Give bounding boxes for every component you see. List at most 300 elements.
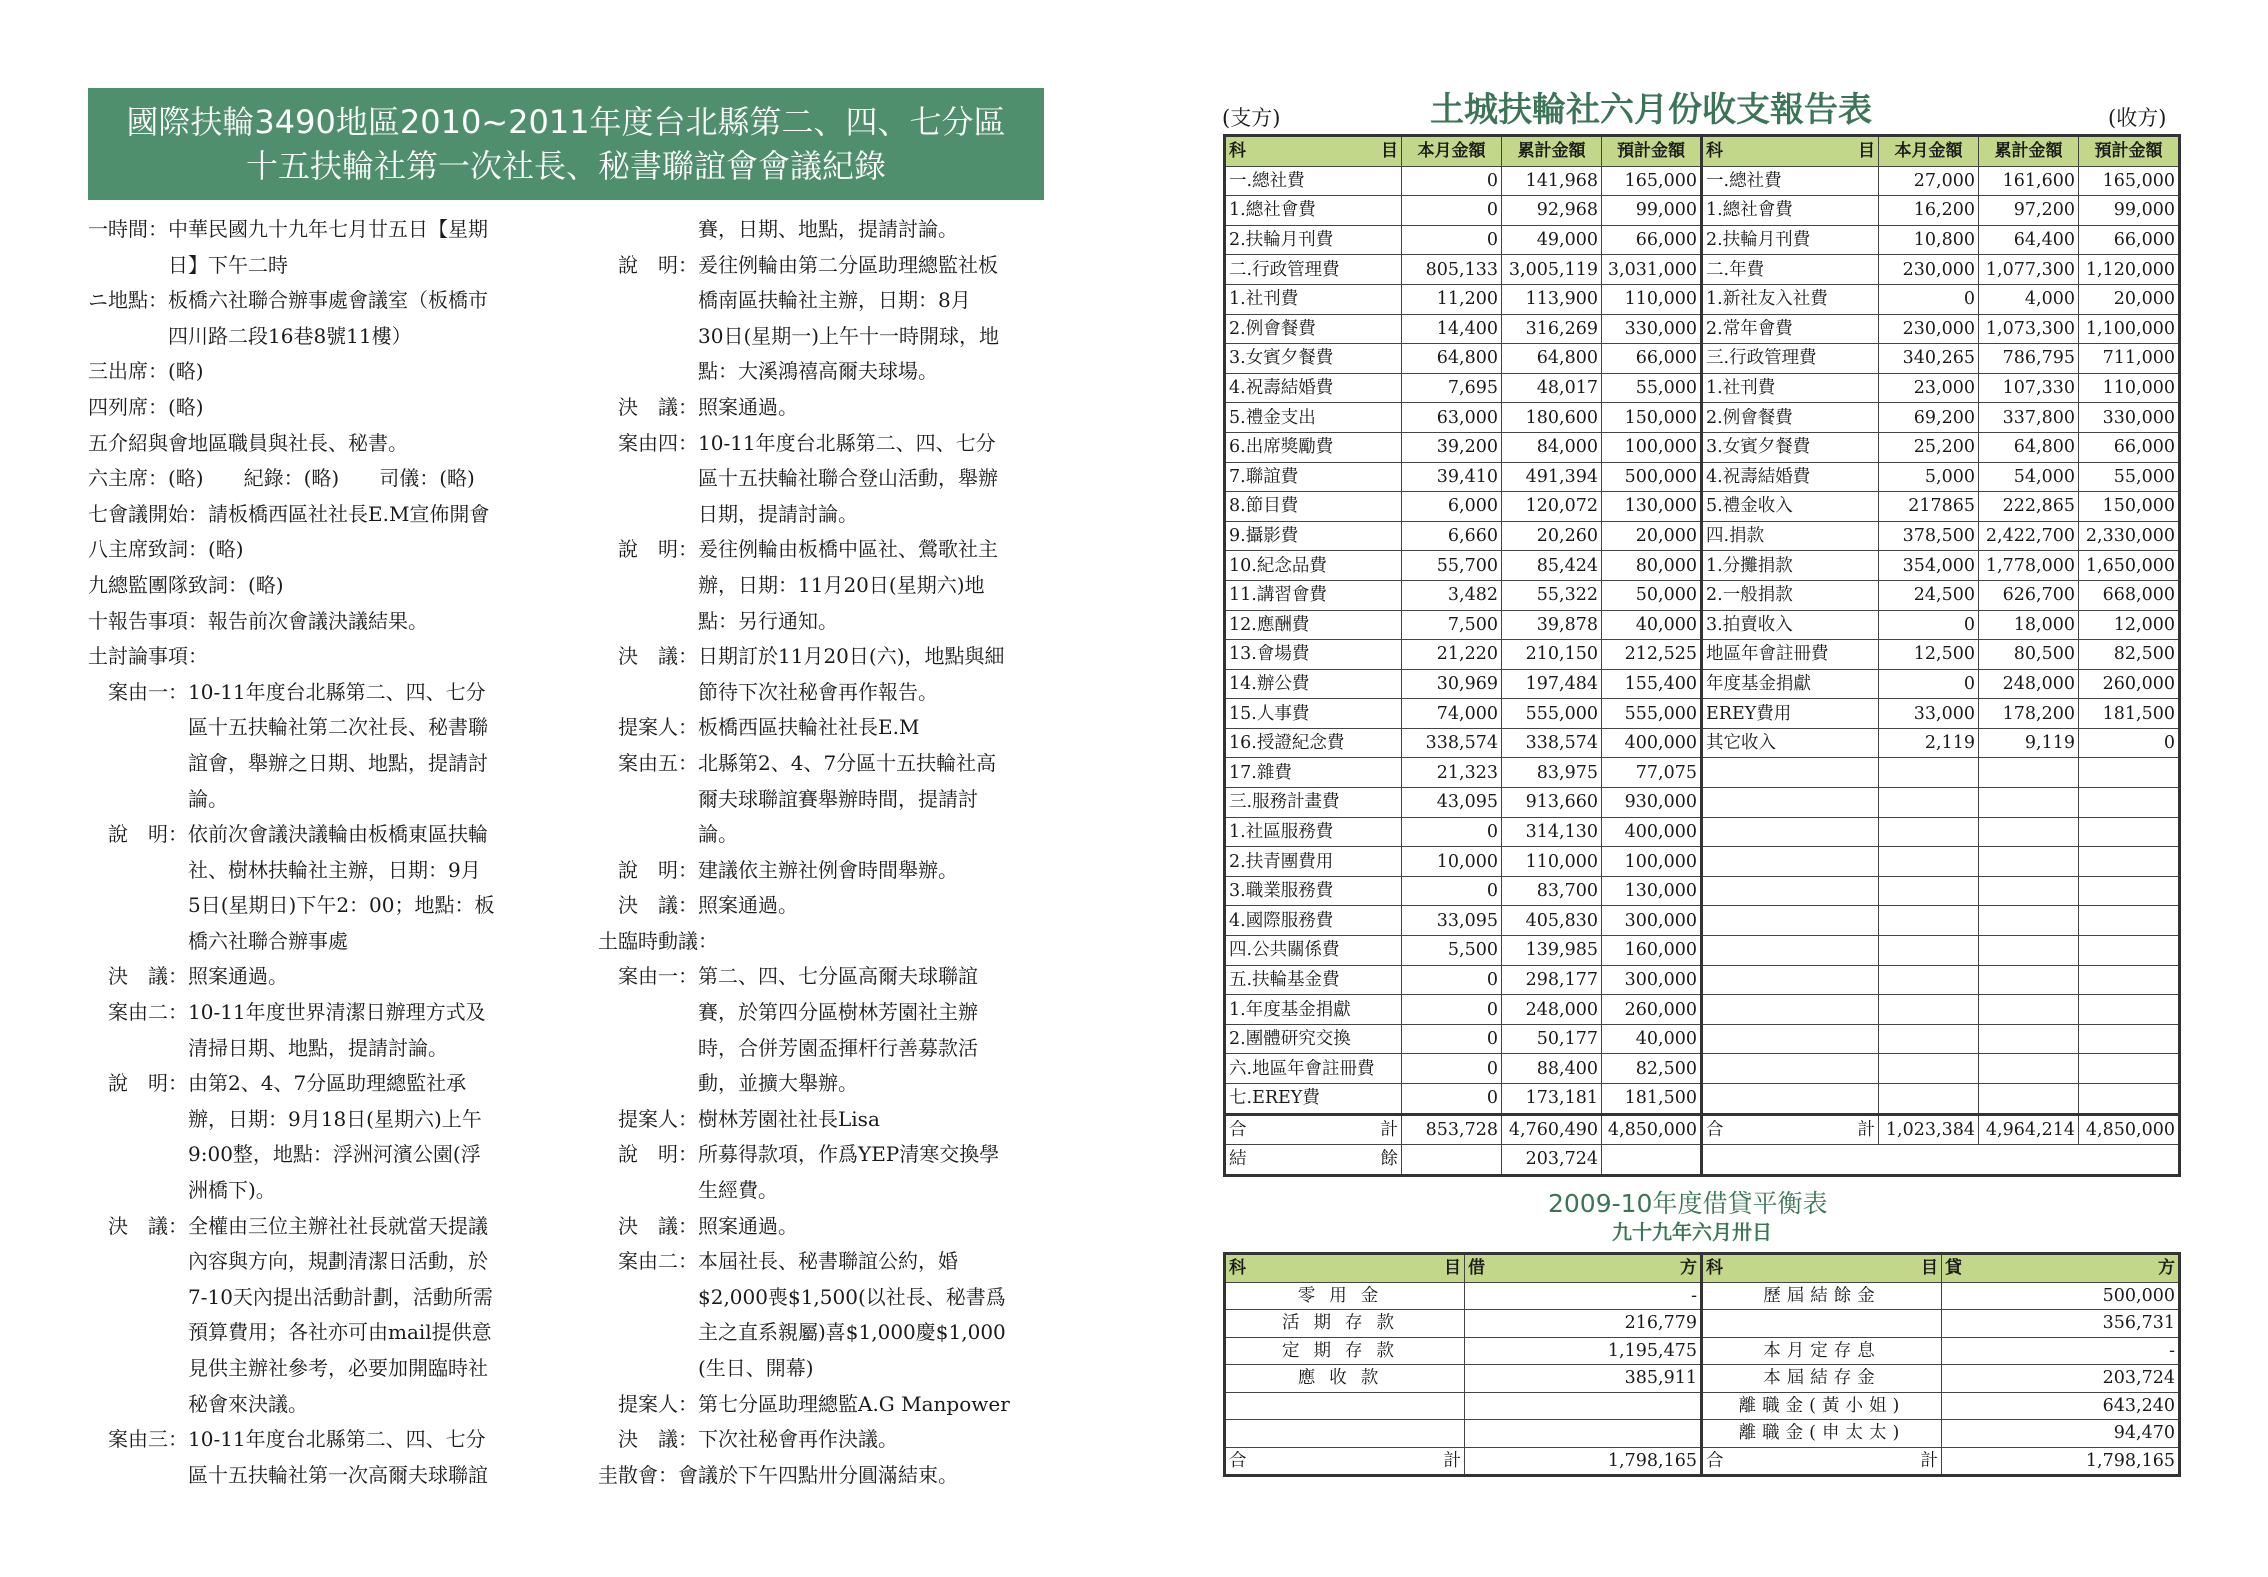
income-amount-cell: [1879, 906, 1979, 936]
minutes-item-label: [598, 212, 698, 248]
income-month-header: 本月金額: [1879, 136, 1979, 167]
balance-amount-cell: 203,724: [1942, 1365, 2180, 1393]
minutes-item-text: [698, 853, 1053, 889]
minutes-item: [598, 1422, 1053, 1458]
balance-header-b: 目: [1444, 1258, 1461, 1279]
minutes-item-text: [168, 283, 558, 354]
minutes-item-label: 案由五：: [598, 750, 698, 775]
income-item-cell: 地區年會註冊費: [1702, 640, 1879, 670]
minutes-item-text: [698, 1387, 1053, 1423]
income-amount-cell: 66,000: [2079, 432, 2180, 462]
table-row: [1225, 403, 2180, 433]
minutes-text-line: 爰往例輪由第二分區助理總監社板: [698, 252, 998, 277]
expense-amount-cell: 21,220: [1402, 640, 1502, 670]
minutes-text-line: (略): [168, 394, 204, 419]
income-amount-cell: 2,330,000: [2079, 521, 2180, 551]
minutes-text-line: 日】下午二時: [168, 252, 288, 277]
expense-amount-cell: 100,000: [1602, 847, 1702, 877]
minutes-item: [598, 390, 1053, 426]
minutes-text-line: 10-11年度世界清潔日辦理方式及: [188, 1000, 486, 1025]
income-amount-cell: 181,500: [2079, 699, 2180, 729]
expense-item-cell: 二.行政管理費: [1225, 255, 1402, 285]
minutes-item-text: [168, 212, 558, 283]
minutes-text-line: 10-11年度台北縣第二、四、七分: [188, 1427, 486, 1452]
expense-item-cell: 3.女賓夕餐費: [1225, 344, 1402, 374]
report-title: 土城扶輪社六月份收支報告表: [1430, 90, 1872, 130]
income-item-cell: 1.新社友入社費: [1702, 284, 1879, 314]
minutes-text-line: 全權由三位主辦社社長就當天提議: [188, 1213, 488, 1238]
minutes-title-line2: 十五扶輪社第一次社長、秘書聯誼會會議紀錄: [245, 147, 886, 185]
report-header-row: [1225, 136, 2180, 167]
expense-amount-cell: 11,200: [1402, 284, 1502, 314]
minutes-item-label: 圭散會：: [598, 1462, 678, 1487]
balance-title: 2009-10年度借貸平衡表: [1548, 1189, 1828, 1218]
expense-item-cell: 六.地區年會註冊費: [1225, 1054, 1402, 1084]
table-row: [1225, 1024, 2180, 1054]
table-row: [1225, 551, 2180, 581]
minutes-item-text: [698, 1244, 1053, 1386]
income-amount-cell: 20,000: [2079, 284, 2180, 314]
expense-amount-cell: 805,133: [1402, 255, 1502, 285]
minutes-item-label: 九總監團隊致詞：: [88, 572, 248, 597]
income-amount-cell: 12,500: [1879, 640, 1979, 670]
expense-amount-cell: 6,660: [1402, 521, 1502, 551]
income-amount-cell: [2079, 1024, 2180, 1054]
income-amount-cell: 99,000: [2079, 196, 2180, 226]
minutes-text-line: 辦，日期：11月20日(星期六)地: [698, 572, 985, 597]
income-amount-cell: [1979, 936, 2079, 966]
income-item-cell: 1.社刊費: [1702, 373, 1879, 403]
surplus-blank: [1702, 1145, 2180, 1176]
income-amount-cell: 0: [1879, 669, 1979, 699]
expense-item-cell: 17.雜費: [1225, 758, 1402, 788]
table-row: [1225, 255, 2180, 285]
income-amount-cell: [1879, 788, 1979, 818]
minutes-text-line: 動，並擴大舉辦。: [698, 1071, 858, 1096]
minutes-item-label: 案由二：: [88, 1000, 188, 1025]
expense-amount-cell: 30,969: [1402, 669, 1502, 699]
expense-item-cell: 4.祝壽結婚費: [1225, 373, 1402, 403]
income-item-cell: 2.常年會費: [1702, 314, 1879, 344]
table-row: [1225, 817, 2180, 847]
income-amount-cell: [1979, 965, 2079, 995]
expense-item-cell: 1.年度基金捐獻: [1225, 995, 1402, 1025]
minutes-item-text: [698, 390, 1053, 426]
income-amount-cell: [2079, 788, 2180, 818]
table-row: [1225, 1084, 2180, 1115]
table-row: [1225, 1365, 2180, 1393]
minutes-text-line: 10-11年度台北縣第二、四、七分: [698, 430, 996, 455]
minutes-item: [598, 710, 1053, 746]
income-amount-cell: 2,119: [1879, 728, 1979, 758]
minutes-item-label: 一時間：: [88, 217, 168, 241]
income-amount-cell: 66,000: [2079, 225, 2180, 255]
minutes-item-text: [698, 1137, 1053, 1208]
expense-amount-cell: 48,017: [1502, 373, 1602, 403]
income-item-cell: [1702, 847, 1879, 877]
total-amount: 4,850,000: [1602, 1114, 1702, 1145]
income-amount-cell: 9,119: [1979, 728, 2079, 758]
minutes-item: [598, 426, 1053, 533]
minutes-item-label: 案由二：: [598, 1249, 698, 1274]
income-amount-cell: 55,000: [2079, 462, 2180, 492]
expense-amount-cell: 84,000: [1502, 432, 1602, 462]
balance-amount-cell: [1465, 1420, 1702, 1448]
minutes-item-text: [188, 675, 558, 817]
income-item-cell: EREY費用: [1702, 699, 1879, 729]
expense-amount-cell: 55,700: [1402, 551, 1502, 581]
expense-amount-cell: 33,095: [1402, 906, 1502, 936]
expense-amount-cell: 338,574: [1502, 728, 1602, 758]
minutes-title: [88, 88, 1044, 200]
balance-header-a: 借: [1468, 1258, 1485, 1279]
income-amount-cell: [2079, 876, 2180, 906]
minutes-item: [598, 1244, 1053, 1386]
table-row: [1225, 344, 2180, 374]
minutes-text-line: 節待下次社秘會再作報告。: [698, 679, 938, 704]
minutes-item: [88, 639, 558, 675]
minutes-text-line: 橋南區扶輪社主辦，日期：8月: [698, 288, 971, 313]
subject-header-b: 目: [1381, 141, 1398, 162]
minutes-item-label: 提案人：: [598, 1391, 698, 1416]
income-amount-cell: 69,200: [1879, 403, 1979, 433]
income-amount-cell: 18,000: [1979, 610, 2079, 640]
income-amount-cell: 64,800: [1979, 432, 2079, 462]
expense-item-cell: 五.扶輪基金費: [1225, 965, 1402, 995]
income-amount-cell: 178,200: [1979, 699, 2079, 729]
table-row: [1225, 314, 2180, 344]
expense-amount-cell: 66,000: [1602, 344, 1702, 374]
income-amount-cell: [1879, 876, 1979, 906]
expense-item-cell: 13.會場費: [1225, 640, 1402, 670]
minutes-item-text: [188, 1066, 558, 1208]
minutes-item-label: 決 議：: [598, 1427, 698, 1452]
minutes-item: [88, 1066, 558, 1208]
minutes-text-line: 板橋六社聯合辦事處會議室（板橋市: [168, 288, 488, 313]
minutes-text-line: 本屆社長、秘書聯誼公約，婚: [698, 1249, 958, 1274]
income-amount-cell: [1879, 965, 1979, 995]
minutes-item: [88, 1422, 558, 1493]
minutes-item-label: 案由一：: [88, 679, 188, 704]
minutes-text-line: 預算費用；各社亦可由mail提供意: [188, 1320, 492, 1345]
expense-amount-cell: 491,394: [1502, 462, 1602, 492]
minutes-text-line: 賽，於第四分區樹林芳園社主辦: [698, 1000, 978, 1025]
minutes-item-label: 提案人：: [598, 715, 698, 740]
income-amount-cell: 626,700: [1979, 580, 2079, 610]
minutes-text-line: 區十五扶輪社聯合登山活動，舉辦: [698, 466, 998, 491]
minutes-item: [88, 354, 558, 390]
table-row: [1225, 1420, 2180, 1448]
table-row: [1225, 284, 2180, 314]
minutes-item-label: 決 議：: [88, 964, 188, 989]
minutes-text-line: 時，合併芳園盃揮杆行善募款活: [698, 1035, 978, 1060]
minutes-text-line: 第七分區助理總監A.G Manpower: [698, 1391, 1010, 1416]
table-row: [1225, 521, 2180, 551]
expense-amount-cell: 50,177: [1502, 1024, 1602, 1054]
balance-total-a: 合: [1229, 1450, 1247, 1471]
expense-side-label: (支方): [1222, 106, 1281, 130]
minutes-text-line: $2,000喪$1,500(以社長、秘書爲: [698, 1284, 1006, 1309]
income-amount-cell: 337,800: [1979, 403, 2079, 433]
surplus-label: [1225, 1145, 1402, 1176]
subject-header-wrap: [1706, 138, 1875, 164]
income-amount-cell: 10,800: [1879, 225, 1979, 255]
table-row: [1225, 995, 2180, 1025]
balance-header-cell: [1702, 1254, 1942, 1283]
minutes-item: [88, 568, 558, 604]
income-amount-cell: 260,000: [2079, 669, 2180, 699]
expense-amount-cell: 83,700: [1502, 876, 1602, 906]
minutes-item-text: [168, 354, 558, 390]
minutes-item: [598, 248, 1053, 390]
minutes-item-label: 八主席致詞：: [88, 537, 208, 562]
subject-header-wrap: [1229, 138, 1398, 164]
minutes-column-2: [598, 212, 1053, 1493]
income-amount-cell: 16,200: [1879, 196, 1979, 226]
minutes-item-text: [248, 568, 558, 604]
income-amount-cell: [2079, 906, 2180, 936]
expense-amount-cell: 49,000: [1502, 225, 1602, 255]
balance-header-b: 方: [1680, 1258, 1697, 1279]
minutes-item-text: [698, 639, 1053, 710]
income-amount-cell: [1979, 817, 2079, 847]
minutes-item-text: [698, 888, 1053, 924]
expense-amount-cell: 338,574: [1402, 728, 1502, 758]
minutes-item-text: [698, 1422, 1053, 1458]
income-amount-cell: [2079, 817, 2180, 847]
expense-amount-cell: 110,000: [1502, 847, 1602, 877]
income-amount-cell: 248,000: [1979, 669, 2079, 699]
minutes-text-line: 辦，日期：9月18日(星期六)上午: [188, 1106, 482, 1131]
minutes-item: [598, 959, 1053, 1101]
minutes-text-line: (生日、開幕): [698, 1356, 814, 1380]
minutes-text-line: 橋六社聯合辦事處: [188, 928, 348, 953]
table-row: [1225, 1392, 2180, 1420]
minutes-column-1: [88, 212, 558, 1493]
income-amount-cell: 230,000: [1879, 255, 1979, 285]
table-row: [1225, 669, 2180, 699]
table-row: [1225, 758, 2180, 788]
balance-item-cell: 歷屆結餘金: [1702, 1282, 1942, 1310]
expense-item-cell: 11.講習會費: [1225, 580, 1402, 610]
balance-item-cell: 離職金(申太太): [1702, 1420, 1942, 1448]
minutes-text-line: 論。: [698, 822, 738, 847]
expense-amount-cell: 55,322: [1502, 580, 1602, 610]
minutes-item-label: 說 明：: [598, 1142, 698, 1167]
income-item-cell: [1702, 995, 1879, 1025]
minutes-item-text: [208, 497, 558, 533]
expense-amount-cell: 0: [1402, 1054, 1502, 1084]
income-amount-cell: 27,000: [1879, 166, 1979, 196]
balance-date: 九十九年六月卅日: [1612, 1220, 1772, 1244]
expense-item-cell: 2.扶輪月刊費: [1225, 225, 1402, 255]
expense-amount-cell: 139,985: [1502, 936, 1602, 966]
minutes-item: [598, 532, 1053, 639]
expense-amount-cell: 0: [1402, 995, 1502, 1025]
expense-amount-cell: 181,500: [1602, 1084, 1702, 1115]
minutes-item-text: [698, 532, 1053, 639]
income-amount-cell: [1879, 847, 1979, 877]
minutes-item-text: [188, 959, 558, 995]
expense-amount-cell: 64,800: [1502, 344, 1602, 374]
minutes-text-line: 爾夫球聯誼賽舉辦時間，提請討: [698, 786, 978, 811]
income-amount-cell: 786,795: [1979, 344, 2079, 374]
expense-month-header: 本月金額: [1402, 136, 1502, 167]
subject-header-a: 科: [1229, 141, 1246, 162]
expense-amount-cell: 40,000: [1602, 1024, 1702, 1054]
expense-amount-cell: 82,500: [1602, 1054, 1702, 1084]
expense-amount-cell: 400,000: [1602, 728, 1702, 758]
expense-amount-cell: 0: [1402, 965, 1502, 995]
expense-cumulative-header: 累計金額: [1502, 136, 1602, 167]
balance-header-row: [1225, 1254, 2180, 1283]
balance-header-cell: [1225, 1254, 1465, 1283]
expense-amount-cell: 913,660: [1502, 788, 1602, 818]
minutes-item-text: [698, 959, 1053, 1101]
income-amount-cell: 12,000: [2079, 610, 2180, 640]
minutes-item-label: 土討論事項：: [88, 644, 208, 669]
minutes-text-line: 日期，提請討論。: [698, 501, 858, 526]
income-item-cell: [1702, 1084, 1879, 1115]
income-amount-cell: 1,100,000: [2079, 314, 2180, 344]
income-amount-cell: [1879, 1054, 1979, 1084]
minutes-item: [598, 924, 1053, 960]
minutes-text-line: 10-11年度台北縣第二、四、七分: [188, 679, 486, 704]
minutes-text-line: 賽，日期、地點，提請討論。: [698, 217, 958, 241]
income-amount-cell: [2079, 1054, 2180, 1084]
income-amount-cell: 82,500: [2079, 640, 2180, 670]
expense-amount-cell: 0: [1402, 166, 1502, 196]
expense-amount-cell: 100,000: [1602, 432, 1702, 462]
minutes-text-line: 論。: [188, 786, 228, 811]
minutes-item-label: 十報告事項：: [88, 608, 208, 633]
expense-amount-cell: 92,968: [1502, 196, 1602, 226]
balance-item-cell: [1225, 1420, 1465, 1448]
minutes-item-text: [168, 390, 558, 426]
income-item-cell: 2.例會餐費: [1702, 403, 1879, 433]
income-item-cell: [1702, 906, 1879, 936]
income-amount-cell: 110,000: [2079, 373, 2180, 403]
expense-amount-cell: 3,005,119: [1502, 255, 1602, 285]
expense-amount-cell: 130,000: [1602, 876, 1702, 906]
minutes-text-line: 5日(星期日)下午2：00；地點：板: [188, 893, 495, 918]
balance-total-label: [1702, 1447, 1942, 1476]
expense-item-cell: 6.出席獎勵費: [1225, 432, 1402, 462]
income-amount-cell: 1,077,300: [1979, 255, 2079, 285]
expense-amount-cell: 40,000: [1602, 610, 1702, 640]
balance-amount-cell: [1465, 1392, 1702, 1420]
minutes-text-line: 照案通過。: [698, 893, 798, 918]
expense-amount-cell: 260,000: [1602, 995, 1702, 1025]
expense-item-cell: 14.辦公費: [1225, 669, 1402, 699]
table-row: [1225, 788, 2180, 818]
minutes-item-text: [678, 1458, 1053, 1494]
expense-amount-cell: 7,695: [1402, 373, 1502, 403]
income-amount-cell: 4,000: [1979, 284, 2079, 314]
income-amount-cell: 23,000: [1879, 373, 1979, 403]
expense-amount-cell: 6,000: [1402, 492, 1502, 522]
income-item-cell: 4.祝壽結婚費: [1702, 462, 1879, 492]
income-item-cell: 5.禮金收入: [1702, 492, 1879, 522]
expense-amount-cell: 555,000: [1602, 699, 1702, 729]
minutes-item-label: 案由一：: [598, 964, 698, 989]
expense-amount-cell: 88,400: [1502, 1054, 1602, 1084]
table-row: [1225, 640, 2180, 670]
income-expense-table: [1223, 134, 2181, 1177]
minutes-item: [598, 1209, 1053, 1245]
subject-header-a: 科: [1706, 141, 1723, 162]
minutes-item: [88, 212, 558, 283]
income-item-cell: 3.女賓夕餐費: [1702, 432, 1879, 462]
income-amount-cell: 711,000: [2079, 344, 2180, 374]
expense-amount-cell: 39,410: [1402, 462, 1502, 492]
balance-amount-cell: 500,000: [1942, 1282, 2180, 1310]
balance-amount-cell: 643,240: [1942, 1392, 2180, 1420]
expense-amount-cell: 0: [1402, 1024, 1502, 1054]
minutes-item-label: 說 明：: [598, 857, 698, 882]
income-amount-cell: [1879, 758, 1979, 788]
surplus-empty: [1602, 1145, 1702, 1176]
minutes-text-line: 點：大溪鴻禧高爾夫球場。: [698, 359, 938, 384]
expense-amount-cell: 210,150: [1502, 640, 1602, 670]
income-amount-cell: 1,778,000: [1979, 551, 2079, 581]
expense-amount-cell: 7,500: [1402, 610, 1502, 640]
income-amount-cell: [1979, 906, 2079, 936]
minutes-item-text: [188, 1209, 558, 1423]
income-amount-cell: 217865: [1879, 492, 1979, 522]
minutes-item: [88, 532, 558, 568]
minutes-item: [598, 853, 1053, 889]
balance-total-a: 合: [1706, 1450, 1724, 1471]
expense-item-cell: 四.公共關係費: [1225, 936, 1402, 966]
minutes-text-line: 社、樹林扶輪社主辦，日期：9月: [188, 857, 481, 882]
income-budget-header: 預計金額: [2079, 136, 2180, 167]
minutes-item-text: [698, 248, 1053, 390]
minutes-item-label: 七會議開始：: [88, 501, 208, 526]
table-row: [1225, 373, 2180, 403]
minutes-item-text: [698, 426, 1053, 533]
minutes-item-label: 提案人：: [598, 1106, 698, 1131]
balance-amount-cell: 385,911: [1465, 1365, 1702, 1393]
minutes-item-label: 決 議：: [598, 893, 698, 918]
surplus-label-a: 結: [1229, 1149, 1247, 1170]
minutes-text-line: 清掃日期、地點，提請討論。: [188, 1035, 448, 1060]
expense-budget-header: 預計金額: [1602, 136, 1702, 167]
income-amount-cell: 24,500: [1879, 580, 1979, 610]
expense-item-cell: 10.紀念品費: [1225, 551, 1402, 581]
expense-amount-cell: 555,000: [1502, 699, 1602, 729]
expense-amount-cell: 3,482: [1402, 580, 1502, 610]
income-item-cell: [1702, 788, 1879, 818]
minutes-item-text: [698, 746, 1053, 853]
table-row: [1225, 847, 2180, 877]
minutes-item: [598, 1137, 1053, 1208]
table-row: [1225, 728, 2180, 758]
minutes-text-line: 點：另行通知。: [698, 608, 838, 633]
minutes-item-text: [188, 1422, 558, 1493]
total-label: [1702, 1114, 1879, 1145]
income-amount-cell: 25,200: [1879, 432, 1979, 462]
table-row: [1225, 936, 2180, 966]
table-row: [1225, 462, 2180, 492]
expense-amount-cell: 74,000: [1402, 699, 1502, 729]
minutes-text-line: 由第2、4、7分區助理總監社承: [188, 1071, 467, 1096]
income-amount-cell: [1879, 1084, 1979, 1115]
balance-header-wrap: [1229, 1255, 1461, 1281]
minutes-text-line: 建議依主辦社例會時間舉辦。: [698, 857, 958, 882]
total-label-b: 計: [1857, 1119, 1875, 1140]
minutes-text-line: 區十五扶輪社第一次高爾夫球聯誼: [188, 1462, 488, 1487]
